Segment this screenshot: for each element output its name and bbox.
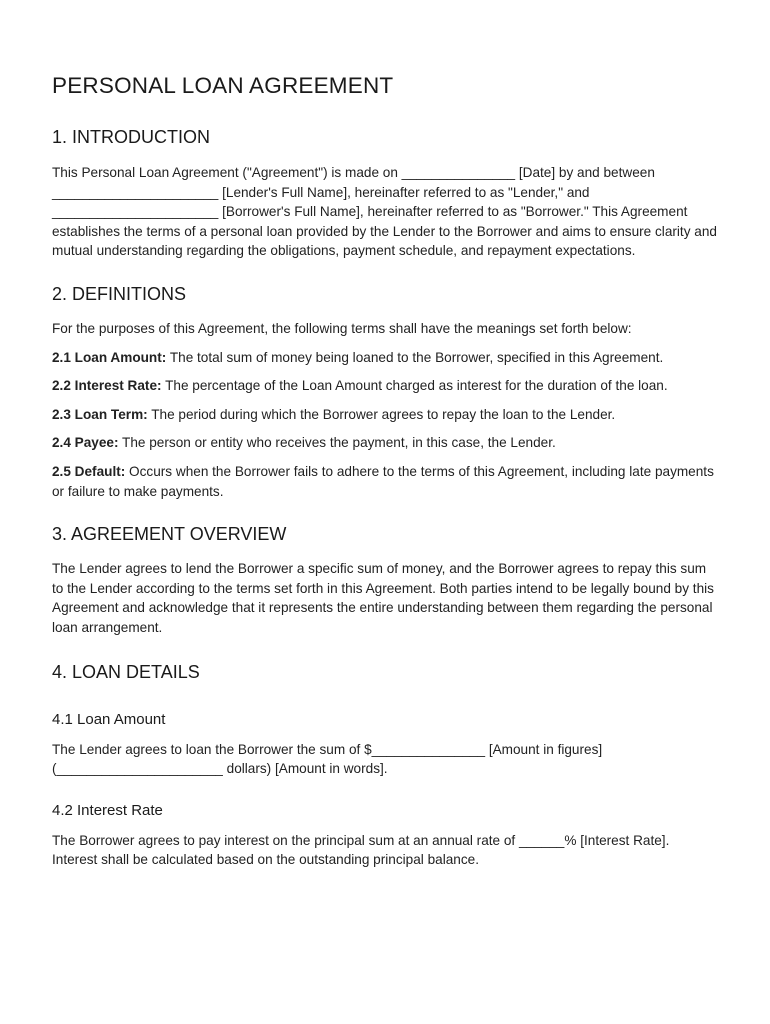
- introduction-paragraph: This Personal Loan Agreement ("Agreement") is made on _______________ [Date] by and between ______________________ [Lender's Full Name], hereinafter referred to as "Lender," and ______________________ [Borrower's Full Name], hereinafter referred to as "Borrower." This Agreement establishes the terms of a personal loan provided by the Lender to the Borrower and aims to ensure clarity and mutual understanding regarding the obligations, payment schedule, and repayment expectations.: [52, 165, 717, 259]
- definition-term: 2.5 Default:: [52, 463, 126, 479]
- section-heading-agreement-overview: 3. AGREEMENT OVERVIEW: [52, 524, 287, 545]
- definition-default: [52, 462, 718, 501]
- definition-term: 2.4 Payee:: [52, 435, 119, 451]
- definition-text: The percentage of the Loan Amount charged as interest for the duration of the loan.: [161, 378, 668, 394]
- section-heading-definitions: 2. DEFINITIONS: [52, 283, 187, 304]
- definitions-intro-paragraph: For the purposes of this Agreement, the following terms shall have the meanings set forth below:: [52, 320, 632, 336]
- definition-text: The person or entity who receives the payment, in this case, the Lender.: [118, 435, 556, 451]
- interest-rate-paragraph: The Borrower agrees to pay interest on the principal sum at an annual rate of ______% [Interest Rate]. Interest shall be calculated based on the outstanding principal balance.: [52, 832, 670, 868]
- definition-text: The period during which the Borrower agrees to repay the loan to the Lender.: [147, 406, 616, 422]
- section-heading-introduction: 1. INTRODUCTION: [52, 127, 211, 147]
- definition-payee: [52, 433, 718, 453]
- document-title: PERSONAL LOAN AGREEMENT: [52, 73, 394, 98]
- subsection-heading-interest-rate: 4.2 Interest Rate: [52, 801, 163, 819]
- section-heading-loan-details: 4. LOAN DETAILS: [52, 661, 200, 682]
- definition-text: The total sum of money being loaned to the Borrower, specified in this Agreement.: [166, 349, 664, 365]
- definition-term: 2.3 Loan Term:: [52, 406, 148, 422]
- definition-text: Occurs when the Borrower fails to adhere to the terms of this Agreement, including late payments or failure to make payments.: [52, 463, 714, 499]
- loan-amount-paragraph: The Lender agrees to loan the Borrower the sum of $_______________ [Amount in figures] (______________________ dollars) [Amount in words].: [52, 741, 603, 777]
- definition-interest-rate: [52, 376, 718, 396]
- definition-loan-term: [52, 405, 718, 425]
- agreement-overview-paragraph: The Lender agrees to lend the Borrower a specific sum of money, and the Borrower agrees to repay this sum to the Lender according to the terms set forth in this Agreement. Both parties intend to be legally bound by this Agreement and acknowledge that it represents the entire understanding between them regarding the personal loan arrangement.: [52, 561, 714, 635]
- definition-term: 2.1 Loan Amount:: [52, 349, 167, 365]
- subsection-heading-loan-amount: 4.1 Loan Amount: [52, 710, 166, 728]
- definition-term: 2.2 Interest Rate:: [52, 378, 162, 394]
- definition-loan-amount: [52, 348, 718, 368]
